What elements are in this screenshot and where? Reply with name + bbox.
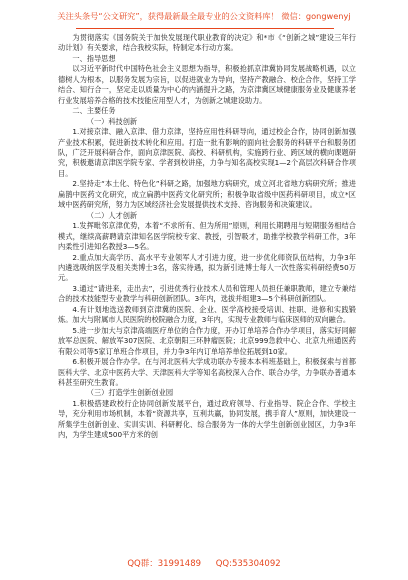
paragraph: 1.对接京津、融入京津、借力京津，坚持应用性科研导向，通过校企合作，协同创新加强产业技术积累，促进新技术转化和应用。打造一批有影响的面向社会服务的科研平台和服务团队，广泛开展科研合作，面向京津医院、高校、科研机构，实施跨行业、跨区域的横向课题研究，积极邀请京津医学院专家、学者到校讲座，力争与知名高校实现1—2个高层次科研合作项目。	[58, 127, 356, 178]
qq-contact-label: QQ:535304092	[215, 559, 281, 569]
paragraph: 2.重点加大高学历、高水平专业领军人才引进力度，进一步优化师资队伍结构，力争3年内遴选吸纳医学及相关类博士3名，落实待遇，拟为新引进博士每人一次性落实科研经费50万元。	[58, 252, 356, 283]
section-heading: 二、主要任务	[72, 106, 116, 116]
footer-contacts	[0, 556, 408, 572]
paragraph: 6.积极开展合作办学。在与河北医科大学成功联办专接本本科班基础上，积极探索与首都医科大学、北京中医药大学、天津医科大学等知名高校深入合作、联合办学，力争联办普通本科甚至研究生教育。	[58, 357, 356, 387]
subsection-heading: （三）打造学生创新创业园	[86, 388, 174, 398]
paragraph: 为贯彻落实《国务院关于加快发展现代职业教育的决定》和*市《“创新之城”建设三年行动计划》有关要求，结合我校实际，特制定本行动方案。	[58, 33, 356, 53]
subsection-heading: （一）科技创新	[86, 116, 138, 126]
paragraph: 4.有计划地选送教师到京津冀的医院、企业、医学高校接受培训、挂职、进修和实践锻炼。加大与附属市人民医院的校院融合力度，3年内，实现专业教师与临床医师的双向融合。	[58, 304, 356, 325]
paragraph: 以习近平新时代中国特色社会主义思想为指导，积极抢抓京津冀协同发展战略机遇，以立德树人为根本，以服务发展为宗旨，以促进就业为导向，坚持产教融合、校企合作，坚持工学结合、知行合一，坚定走以质量为中心的内涵提升之路，为京津冀区域健康服务业及健康养老行业发展培养合格的技术技能应用型人才，为创新之城建设助力。	[58, 64, 356, 105]
paragraph: 5.进一步加大与京津高端医疗单位的合作力度，开办订单培养合作办学项目，落实好同解放军总医院、解放军307医院、北京朝阳三环肿瘤医院；北京999急救中心、北京九州通医药有限公司等5家订单班合作项目，并力争3年内订单培养单位拓展到10家。	[58, 325, 356, 356]
paragraph: 2.坚持走“本土化、特色化”科研之路，加强地方病研究，成立河北省地方病研究所；推进扁鹊中医药文化研究，成立扁鹊中医药文化研究所；积极争取省级中医药科研项目，成立*区域中医药研究所，努力为区域经济社会发展提供技术支持、咨询服务和决策建议。	[58, 179, 356, 210]
paragraph: 3.通过“请进来，走出去”，引进优秀行业技术人员和管理人员担任兼职教师，建立专兼结合的技术技能型专业教学与科研创新团队。3年内，选拔并组建3—5个科研创新团队。	[58, 283, 356, 304]
qq-group-label: QQ群：31991489	[127, 559, 202, 569]
subsection-heading: （二）人才创新	[86, 210, 138, 220]
document-body	[58, 33, 356, 553]
section-heading: 一、指导思想	[72, 53, 116, 63]
banner-divider	[76, 28, 334, 29]
promo-banner: 关注头条号“公文研究”，获得最新最全最专业的公文资料库！ 微信：gongwenyj	[57, 11, 351, 21]
paragraph: 1.发挥毗邻京津优势，本着“不求所有、但为所用”原则，利用长期聘用与短期服务相结合模式，继续高薪聘请京津知名医学院校专家、教授，引智吸才，助推学校教学科研工作，3年内柔性引进知名教授3—5名。	[58, 221, 356, 252]
paragraph: 1.积极搭建政校行企协同创新发展平台，通过政府领导、行业指导、院企合作、学校主导，充分利用市场机制，本着“资源共享，互利共赢，协同发展，携手育人”原则，加快建设一所集学生创新创业、实训实训、科研孵化、综合服务为一体的大学生创新创业园区，力争3年内，为学生建成500平方米的创	[58, 398, 356, 440]
